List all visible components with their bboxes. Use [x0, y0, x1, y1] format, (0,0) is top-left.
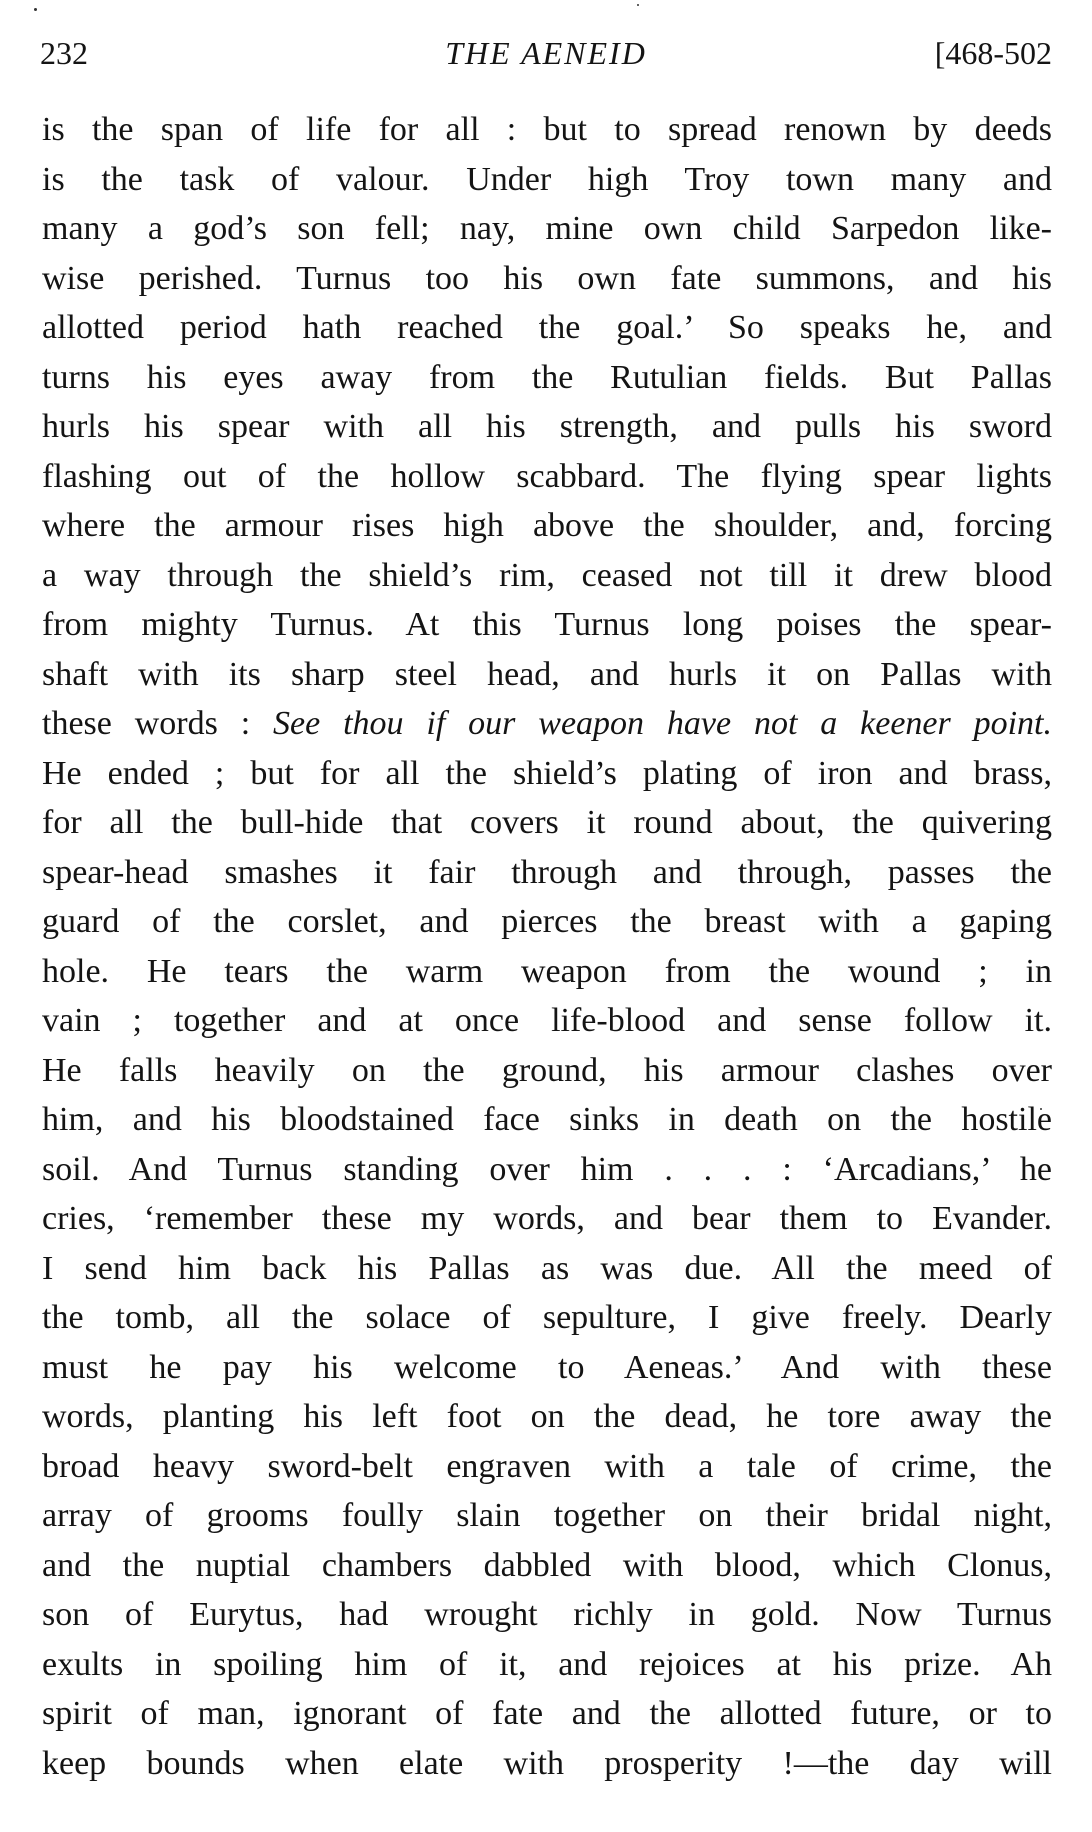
text-line: words, planting his left foot on the dead, he tore away the	[42, 1398, 1052, 1435]
text-line: is the task of valour. Under high Troy town many and	[42, 160, 1052, 198]
running-title: THE AENEID	[445, 35, 647, 71]
text-line: guard of the corslet, and pierces the breast with a gaping	[42, 903, 1052, 940]
italic-speech: See thou if our weapon have not a keener point.	[273, 705, 1052, 742]
text-line: broad heavy sword-belt engraven with a tale of crime, the	[42, 1447, 1052, 1485]
print-speck	[637, 4, 639, 6]
text-line: many a god’s son fell; nay, mine own child Sarpedon like-	[42, 210, 1052, 247]
text-line: keep bounds when elate with prosperity !—the day will	[42, 1744, 1052, 1782]
text-line: turns his eyes away from the Rutulian fields. But Pallas	[42, 358, 1052, 396]
text-line: He ended ; but for all the shield’s plating of iron and brass,	[42, 754, 1052, 792]
text-line: from mighty Turnus. At this Turnus long poises the spear-	[42, 606, 1052, 643]
text-line: flashing out of the hollow scabbard. The flying spear lights	[42, 457, 1052, 495]
page-number: 232	[40, 35, 88, 71]
text-line-with-speech	[42, 699, 1052, 749]
text-line: is the span of life for all : but to spread renown by deeds	[42, 111, 1052, 148]
text-line: hurls his spear with all his strength, and pulls his sword	[42, 408, 1052, 445]
text-line: spirit of man, ignorant of fate and the allotted future, or to	[42, 1695, 1052, 1732]
text-line: spear-head smashes it fair through and through, passes the	[42, 853, 1052, 891]
text-line: shaft with its sharp steel head, and hurls it on Pallas with	[42, 655, 1052, 693]
text-line: exults in spoiling him of it, and rejoices at his prize. Ah	[42, 1645, 1052, 1683]
text-line: must he pay his welcome to Aeneas.’ And with these	[42, 1348, 1052, 1386]
line-range: [468-502	[934, 35, 1052, 71]
text-line: for all the bull-hide that covers it round about, the quivering	[42, 804, 1052, 841]
text-line: array of grooms foully slain together on their bridal night,	[42, 1497, 1052, 1534]
text-line: allotted period hath reached the goal.’ So speaks he, and	[42, 309, 1052, 346]
text-line-lead: these words :	[42, 705, 274, 742]
text-line: I send him back his Pallas as was due. All the meed of	[42, 1249, 1052, 1287]
text-line: son of Eurytus, had wrought richly in gold. Now Turnus	[42, 1596, 1052, 1633]
body-text	[42, 105, 1052, 1788]
text-line: He falls heavily on the ground, his armour clashes over	[42, 1051, 1052, 1089]
text-line: wise perished. Turnus too his own fate summons, and his	[42, 259, 1052, 297]
page-header	[40, 28, 1052, 78]
text-line: vain ; together and at once life-blood and sense follow it.	[42, 1002, 1052, 1039]
text-line: where the armour rises high above the shoulder, and, forcing	[42, 507, 1052, 544]
text-line: him, and his bloodstained face sinks in death on the hostile	[42, 1101, 1052, 1138]
text-line: soil. And Turnus standing over him . . . : ‘Arcadians,’ he	[42, 1150, 1052, 1188]
text-line: hole. He tears the warm weapon from the wound ; in	[42, 952, 1052, 990]
text-line: cries, ‘remember these my words, and bear them to Evander.	[42, 1200, 1052, 1237]
text-line: a way through the shield’s rim, ceased not till it drew blood	[42, 556, 1052, 594]
print-speck	[34, 8, 37, 11]
text-line: and the nuptial chambers dabbled with blood, which Clonus,	[42, 1546, 1052, 1584]
text-line: the tomb, all the solace of sepulture, I give freely. Dearly	[42, 1299, 1052, 1336]
